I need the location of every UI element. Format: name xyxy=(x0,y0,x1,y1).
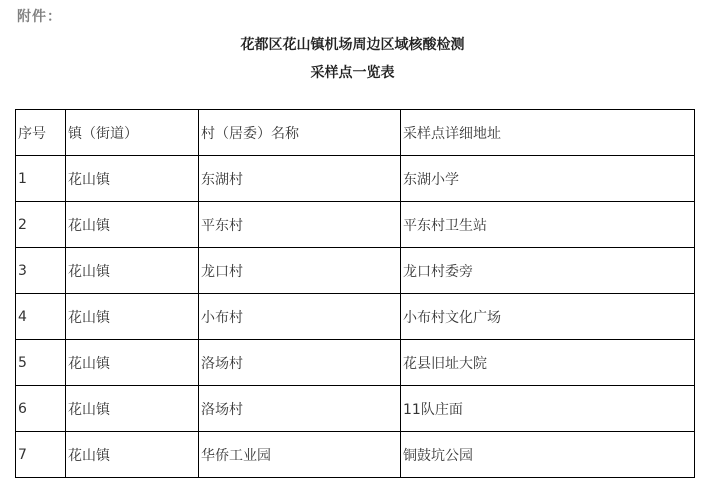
document-title-line1: 花都区花山镇机场周边区域核酸检测 xyxy=(240,37,465,53)
cell-address: 平东村卫生站 xyxy=(401,202,695,248)
cell-serial-number: 1 xyxy=(16,156,66,202)
table-row xyxy=(16,156,695,202)
cell-address: 11队庄面 xyxy=(401,386,695,432)
cell-town: 花山镇 xyxy=(66,386,199,432)
cell-town: 花山镇 xyxy=(66,202,199,248)
cell-village: 平东村 xyxy=(199,202,401,248)
table-row xyxy=(16,294,695,340)
header-village: 村（居委）名称 xyxy=(199,110,401,156)
cell-address: 龙口村委旁 xyxy=(401,248,695,294)
header-serial-number: 序号 xyxy=(16,110,66,156)
cell-address: 东湖小学 xyxy=(401,156,695,202)
cell-village: 洛场村 xyxy=(199,340,401,386)
cell-village: 东湖村 xyxy=(199,156,401,202)
cell-village: 洛场村 xyxy=(199,386,401,432)
table-row xyxy=(16,386,695,432)
table-row xyxy=(16,340,695,386)
cell-town: 花山镇 xyxy=(66,340,199,386)
attachment-label: 附件： xyxy=(17,9,62,25)
cell-town: 花山镇 xyxy=(66,156,199,202)
cell-address: 铜鼓坑公园 xyxy=(401,432,695,478)
table-row xyxy=(16,202,695,248)
cell-village: 小布村 xyxy=(199,294,401,340)
cell-serial-number: 4 xyxy=(16,294,66,340)
cell-serial-number: 5 xyxy=(16,340,66,386)
cell-serial-number: 3 xyxy=(16,248,66,294)
cell-town: 花山镇 xyxy=(66,248,199,294)
cell-address: 花县旧址大院 xyxy=(401,340,695,386)
table-row xyxy=(16,248,695,294)
document-title-line2: 采样点一览表 xyxy=(310,65,395,81)
table-header-row xyxy=(16,110,695,156)
cell-address: 小布村文化广场 xyxy=(401,294,695,340)
cell-serial-number: 2 xyxy=(16,202,66,248)
cell-serial-number: 6 xyxy=(16,386,66,432)
cell-town: 花山镇 xyxy=(66,294,199,340)
table-row xyxy=(16,432,695,478)
header-address: 采样点详细地址 xyxy=(401,110,695,156)
cell-village: 龙口村 xyxy=(199,248,401,294)
cell-village: 华侨工业园 xyxy=(199,432,401,478)
sampling-sites-table xyxy=(15,109,695,478)
header-town: 镇（街道） xyxy=(66,110,199,156)
cell-serial-number: 7 xyxy=(16,432,66,478)
cell-town: 花山镇 xyxy=(66,432,199,478)
